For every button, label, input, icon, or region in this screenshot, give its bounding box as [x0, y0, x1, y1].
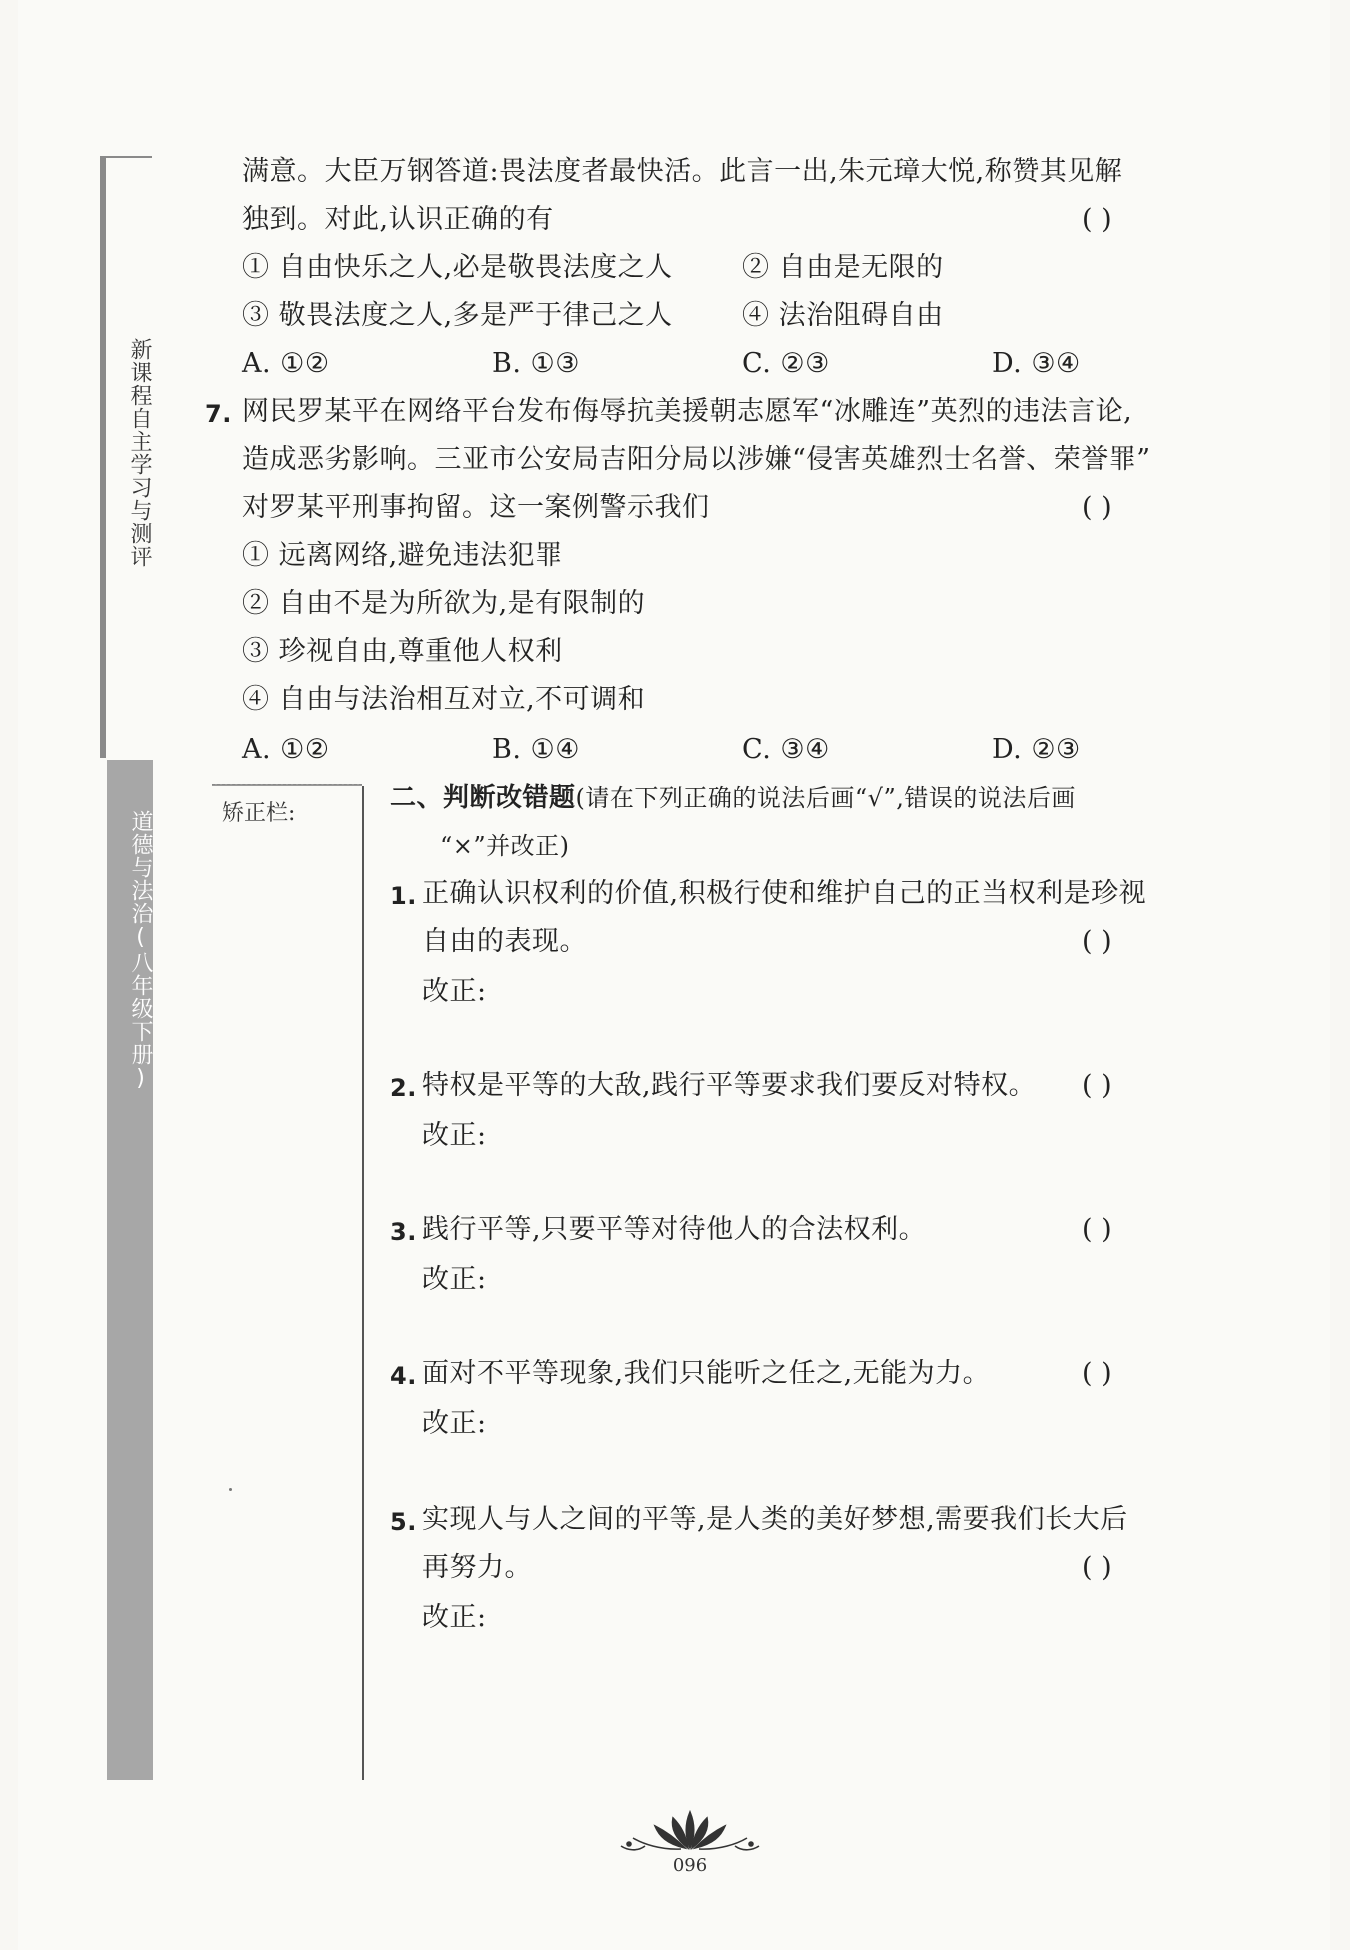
q6-option-3: ③ 敬畏法度之人,多是严于律己之人	[242, 300, 673, 331]
s2-item5-number: 5.	[390, 1508, 417, 1536]
q6-choice-b[interactable]: B. ①③	[492, 348, 580, 379]
q7-choice-b[interactable]: B. ①④	[492, 734, 580, 765]
s2-item1-line1: 正确认识权利的价值,积极行使和维护自己的正当权利是珍视	[422, 878, 1147, 909]
s2-item1-line2: 自由的表现。	[422, 926, 587, 957]
q7-choice-d[interactable]: D. ②③	[992, 734, 1081, 765]
side-tab-series-label: 新课程自主学习与测评	[127, 338, 152, 568]
side-tab-subject	[107, 760, 153, 1780]
s2-item5-answer-paren[interactable]: ( )	[1082, 1552, 1112, 1583]
s2-item1-number: 1.	[390, 882, 417, 910]
q7-line3: 对罗某平刑事拘留。这一案例警示我们	[242, 492, 710, 523]
q7-choice-a[interactable]: A. ①②	[242, 734, 330, 765]
s2-item5-fix-label[interactable]: 改正:	[422, 1602, 487, 1633]
section2-instruction-1: (请在下列正确的说法后画“√”,错误的说法后画	[575, 784, 1076, 812]
s2-item2-number: 2.	[390, 1074, 417, 1102]
page-number: 096	[672, 1855, 708, 1876]
footer-ornament-icon	[615, 1808, 765, 1856]
section2-instruction-2: “×”并改正)	[440, 832, 570, 860]
s2-item5-line1: 实现人与人之间的平等,是人类的美好梦想,需要我们长大后	[422, 1504, 1128, 1535]
stray-dot	[229, 1488, 232, 1491]
correction-column-divider	[362, 786, 364, 1780]
s2-item4-answer-paren[interactable]: ( )	[1082, 1358, 1112, 1389]
q7-line1: 网民罗某平在网络平台发布侮辱抗美援朝志愿军“冰雕连”英烈的违法言论,	[242, 396, 1133, 427]
s2-item2-answer-paren[interactable]: ( )	[1082, 1070, 1112, 1101]
q6-option-4: ④ 法治阻碍自由	[742, 300, 944, 331]
q7-line2: 造成恶劣影响。三亚市公安局吉阳分局以涉嫌“侵害英雄烈士名誉、荣誉罪”	[242, 444, 1151, 475]
section2-header	[390, 778, 1076, 818]
q7-option-3: ③ 珍视自由,尊重他人权利	[242, 636, 563, 667]
s2-item4-fix-label[interactable]: 改正:	[422, 1408, 487, 1439]
s2-item2-line1: 特权是平等的大敌,践行平等要求我们要反对特权。	[422, 1070, 1037, 1101]
q7-answer-paren[interactable]: ( )	[1082, 492, 1112, 523]
q6-choice-a[interactable]: A. ①②	[242, 348, 330, 379]
section2-title: 二、判断改错题	[390, 783, 576, 813]
s2-item3-fix-label[interactable]: 改正:	[422, 1264, 487, 1295]
q6-answer-paren[interactable]: ( )	[1082, 204, 1112, 235]
q6-choice-d[interactable]: D. ③④	[992, 348, 1081, 379]
q7-number: 7.	[205, 400, 232, 428]
q7-option-1: ① 远离网络,避免违法犯罪	[242, 540, 563, 571]
correction-column-label: 矫正栏:	[222, 801, 296, 826]
s2-item1-fix-label[interactable]: 改正:	[422, 976, 487, 1007]
q6-line2: 独到。对此,认识正确的有	[242, 204, 554, 235]
q6-line1: 满意。大臣万钢答道:畏法度者最快活。此言一出,朱元璋大悦,称赞其见解	[242, 156, 1123, 187]
q7-option-2: ② 自由不是为所欲为,是有限制的	[242, 588, 646, 619]
q6-option-2: ② 自由是无限的	[742, 252, 944, 283]
s2-item4-line1: 面对不平等现象,我们只能听之任之,无能为力。	[422, 1358, 991, 1389]
correction-column-top-rule	[212, 784, 362, 786]
s2-item3-number: 3.	[390, 1218, 417, 1246]
s2-item3-line1: 践行平等,只要平等对待他人的合法权利。	[422, 1214, 927, 1245]
page-background	[18, 0, 1330, 1950]
side-tab-subject-label: 道德与法治(八年级下册)	[128, 810, 153, 1092]
s2-item4-number: 4.	[390, 1362, 417, 1390]
q6-option-1: ① 自由快乐之人,必是敬畏法度之人	[242, 252, 673, 283]
q7-option-4: ④ 自由与法治相互对立,不可调和	[242, 684, 646, 715]
s2-item2-fix-label[interactable]: 改正:	[422, 1120, 487, 1151]
q6-choice-c[interactable]: C. ②③	[742, 348, 830, 379]
s2-item3-answer-paren[interactable]: ( )	[1082, 1214, 1112, 1245]
side-tab-book-series	[100, 156, 152, 758]
q7-choice-c[interactable]: C. ③④	[742, 734, 830, 765]
s2-item1-answer-paren[interactable]: ( )	[1082, 926, 1112, 957]
s2-item5-line2: 再努力。	[422, 1552, 532, 1583]
